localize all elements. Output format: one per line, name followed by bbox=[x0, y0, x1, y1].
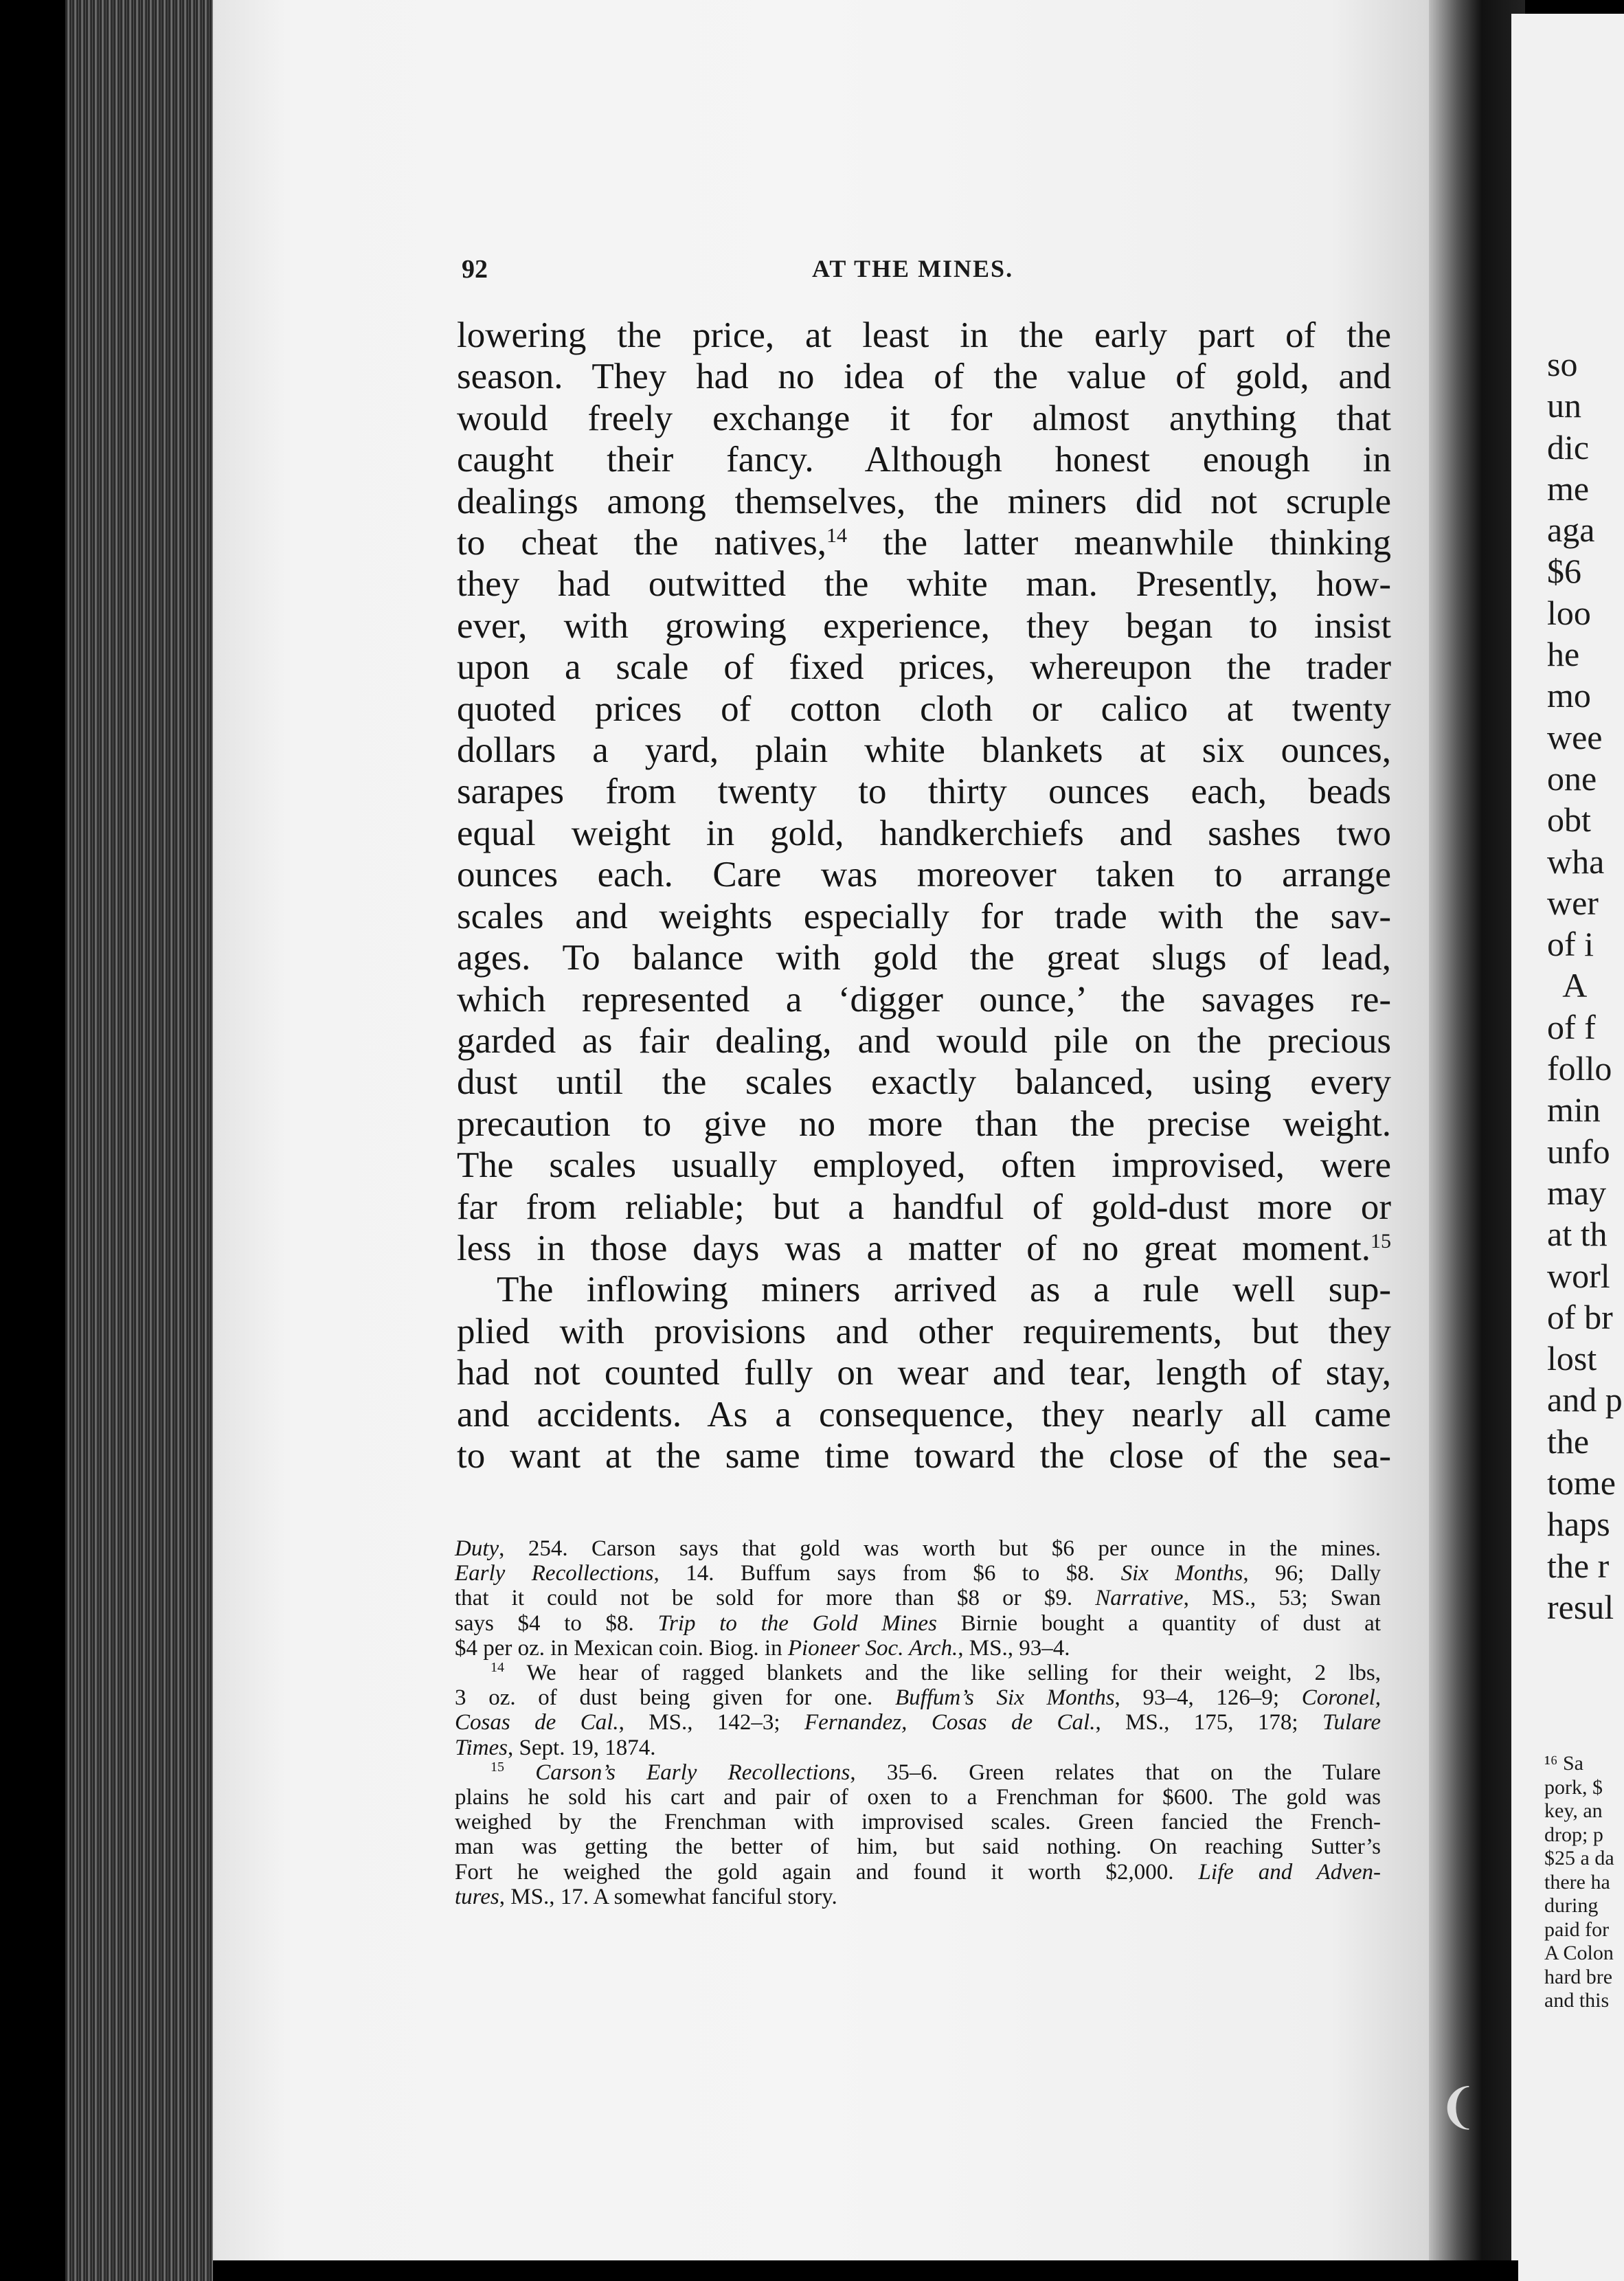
citation: Six Months bbox=[1120, 1561, 1243, 1586]
citation: Buffum’s Six Months bbox=[894, 1685, 1115, 1711]
page-number: 92 bbox=[462, 255, 488, 284]
footnote-line bbox=[455, 1860, 1381, 1885]
footnote-line bbox=[455, 1561, 1381, 1586]
footnote-line bbox=[455, 1685, 1381, 1710]
text-segment: 3 oz. of dust being given for one. bbox=[455, 1685, 895, 1711]
facing-page-notes-fragment: ¹⁶ Sa pork, $ key, an drop; p $25 a da there ha during paid for A Colon hard bre and this bbox=[1544, 1752, 1614, 2012]
text-line: dealings among themselves, the miners did not scruple bbox=[457, 481, 1391, 521]
text-segment: , MS., 17. A somewhat fanciful story. bbox=[499, 1884, 837, 1909]
footnote-number: 15 bbox=[490, 1759, 504, 1775]
citation: Early Recollections bbox=[455, 1561, 654, 1586]
footnote-line: man was getting the better of him, but said nothing. On reaching Sutter’s bbox=[455, 1834, 1381, 1860]
text-line: far from reliable; but a handful of gold-dust more or bbox=[457, 1187, 1391, 1227]
text-segment bbox=[504, 1760, 535, 1785]
citation: Life and Adven- bbox=[1198, 1859, 1381, 1885]
text-segment: , 93–4, 126–9; bbox=[1114, 1685, 1302, 1711]
text-line: dollars a yard, plain white blankets at six ounces, bbox=[457, 730, 1391, 771]
footnote-line bbox=[455, 1735, 1381, 1760]
text-segment: , MS., 93–4. bbox=[958, 1635, 1070, 1661]
text-segment: , MS., 53; Swan bbox=[1183, 1586, 1381, 1611]
footnote-line bbox=[455, 1760, 1381, 1785]
text-segment: Birnie bought a quantity of dust at bbox=[936, 1610, 1381, 1636]
text-line: dust until the scales exactly balanced, using every bbox=[457, 1062, 1391, 1103]
footnote-line bbox=[455, 1586, 1381, 1610]
text-line: caught their fancy. Although honest enough in bbox=[457, 440, 1391, 480]
citation: tures bbox=[455, 1884, 499, 1909]
text-segment: that it could not be sold for more than $8 or $9. bbox=[455, 1586, 1096, 1611]
text-line: they had outwitted the white man. Presently, how- bbox=[457, 564, 1391, 605]
facing-page-fragment bbox=[1511, 14, 1624, 2281]
book-page-edges bbox=[65, 0, 213, 2281]
text-segment: to cheat the natives, bbox=[457, 523, 827, 563]
text-line: sarapes from twenty to thirty ounces each, beads bbox=[457, 772, 1391, 812]
citation: Trip to the Gold Mines bbox=[657, 1610, 937, 1636]
text-line: The scales usually employed, often improvised, were bbox=[457, 1145, 1391, 1186]
text-line: The inflowing miners arrived as a rule well sup- bbox=[497, 1270, 1391, 1310]
footnote-line bbox=[455, 1710, 1381, 1735]
text-line: would freely exchange it for almost anything that bbox=[457, 398, 1391, 438]
text-line: and accidents. As a consequence, they nearly all came bbox=[457, 1394, 1391, 1435]
text-segment: , 14. Buffum says from $6 to $8. bbox=[653, 1561, 1121, 1586]
footnote-line: plains he sold his cart and pair of oxen to a Frenchman for $600. The gold was bbox=[455, 1785, 1381, 1810]
text-line: had not counted fully on wear and tear, length of stay, bbox=[457, 1353, 1391, 1393]
text-line: season. They had no idea of the value of gold, and bbox=[457, 357, 1391, 397]
page-header bbox=[462, 254, 1382, 289]
text-line: upon a scale of fixed prices, whereupon the trader bbox=[457, 647, 1391, 688]
footnote-line: weighed by the Frenchman with improvised scales. Green fancied the French- bbox=[455, 1810, 1381, 1835]
footnote-ref-15: 15 bbox=[1371, 1229, 1391, 1252]
text-line: to want at the same time toward the close of the sea- bbox=[457, 1435, 1391, 1476]
footnote-ref-14: 14 bbox=[826, 524, 848, 548]
text-line: which represented a ‘digger ounce,’ the savages re- bbox=[457, 979, 1391, 1020]
text-line: garded as fair dealing, and would pile on the precious bbox=[457, 1020, 1391, 1061]
footnote-line bbox=[455, 1661, 1381, 1685]
citation: Narrative bbox=[1095, 1586, 1184, 1611]
text-line bbox=[457, 1228, 1391, 1269]
text-line: plied with provisions and other requirements, but they bbox=[457, 1311, 1391, 1351]
text-line: equal weight in gold, handkerchiefs and sashes two bbox=[457, 813, 1391, 853]
text-segment: , MS., 142–3; bbox=[618, 1710, 805, 1735]
text-segment: $4 per oz. in Mexican coin. Biog. in bbox=[455, 1635, 788, 1661]
text-segment: , 35–6. Green relates that on the Tulare bbox=[850, 1760, 1381, 1785]
scan-bottom-border bbox=[213, 2260, 1518, 2281]
citation: Duty bbox=[455, 1536, 499, 1561]
text-segment: , MS., 175, 178; bbox=[1095, 1710, 1323, 1735]
book-gutter bbox=[1429, 0, 1525, 2281]
facing-page-body-fragment: so un dic me aga $6 loo he mo wee one obt wha wer of i A of f follo min unfo may at th worl of br lost and p the tome haps the r resul bbox=[1547, 345, 1623, 1626]
running-head: AT THE MINES. bbox=[812, 255, 1014, 282]
text-segment: the latter meanwhile thinking bbox=[847, 523, 1391, 563]
text-line: scales and weights especially for trade with the sav- bbox=[457, 896, 1391, 936]
text-segment: less in those days was a matter of no great moment. bbox=[457, 1228, 1371, 1268]
citation: Carson’s Early Recollections bbox=[535, 1760, 850, 1785]
footnote-line bbox=[455, 1885, 1381, 1909]
citation: Tulare bbox=[1322, 1710, 1381, 1735]
text-line: quoted prices of cotton cloth or calico at twenty bbox=[457, 688, 1391, 729]
citation: Pioneer Soc. Arch. bbox=[787, 1635, 958, 1661]
main-text bbox=[457, 315, 1391, 1476]
text-segment: says $4 to $8. bbox=[455, 1610, 658, 1636]
citation: Cosas de Cal. bbox=[455, 1710, 619, 1735]
footnote-line bbox=[455, 1611, 1381, 1636]
citation: Fernandez, Cosas de Cal. bbox=[804, 1710, 1096, 1735]
text-line: lowering the price, at least in the early part of the bbox=[457, 315, 1391, 355]
text-segment: Fort he weighed the gold again and found it worth $2,000. bbox=[455, 1859, 1199, 1885]
text-line: precaution to give no more than the precise weight. bbox=[457, 1103, 1391, 1144]
text-segment: , Sept. 19, 1874. bbox=[508, 1735, 656, 1760]
footnote-line bbox=[455, 1636, 1381, 1661]
text-line bbox=[457, 522, 1391, 563]
citation: Coronel, bbox=[1301, 1685, 1381, 1711]
text-line: ever, with growing experience, they began to insist bbox=[457, 605, 1391, 646]
text-segment: We hear of ragged blankets and the like selling for their weight, 2 lbs, bbox=[504, 1661, 1381, 1686]
text-line: ounces each. Care was moreover taken to arrange bbox=[457, 855, 1391, 895]
text-segment: , 96; Dally bbox=[1243, 1561, 1381, 1586]
scan-mark-icon: ❨ bbox=[1438, 2081, 1478, 2134]
text-line: ages. To balance with gold the great slugs of lead, bbox=[457, 938, 1391, 978]
footnote-line bbox=[455, 1536, 1381, 1561]
footnote-number: 14 bbox=[490, 1660, 504, 1676]
citation: Times bbox=[455, 1735, 508, 1760]
text-segment: , 254. Carson says that gold was worth but $6 per ounce in the mines. bbox=[499, 1536, 1381, 1561]
footnotes bbox=[455, 1536, 1381, 1909]
